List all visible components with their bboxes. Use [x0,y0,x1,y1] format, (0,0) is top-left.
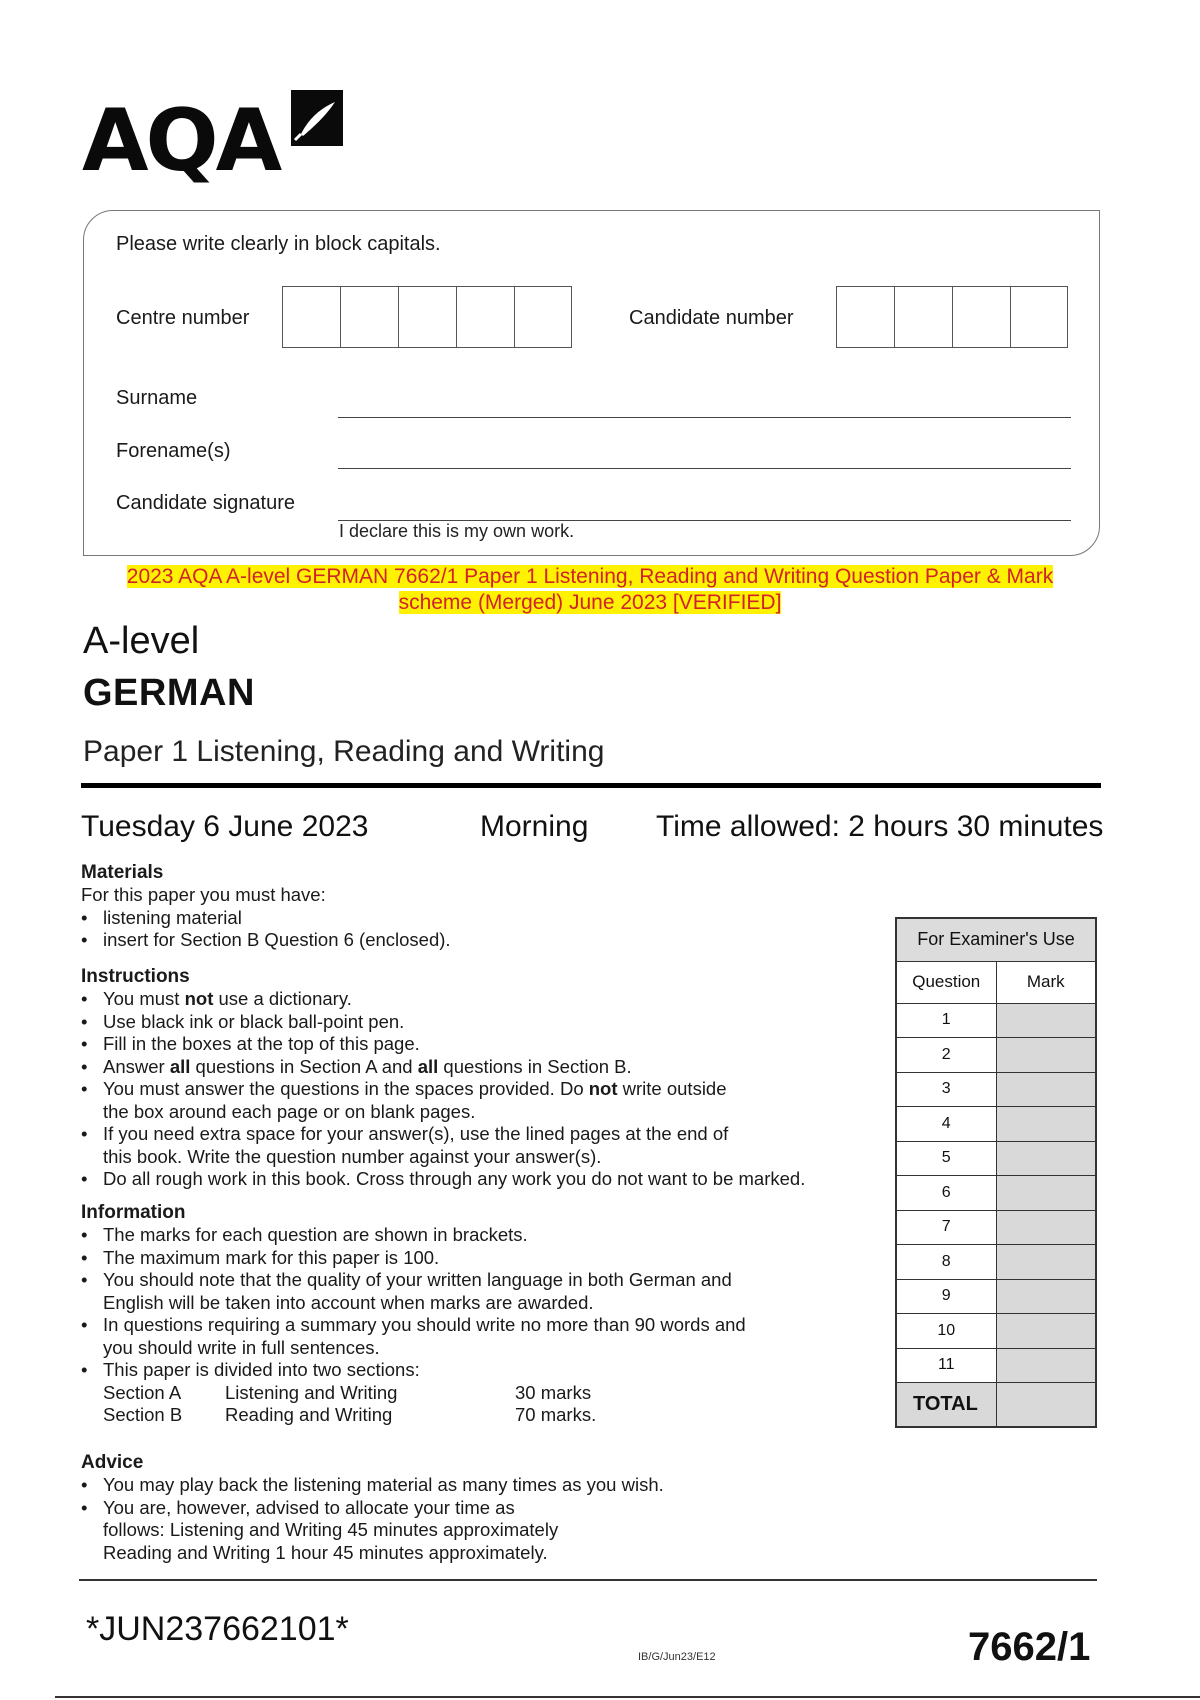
banner-line-1: 2023 AQA A-level GERMAN 7662/1 Paper 1 Listening, Reading and Writing Question Paper & Mark [126,565,1054,588]
materials-item: • insert for Section B Question 6 (enclosed). [81,929,881,952]
paper-title: Paper 1 Listening, Reading and Writing [83,735,605,768]
table-row: 6 [896,1176,1096,1211]
candidate-number-boxes[interactable] [836,286,1068,348]
examiner-table-title: For Examiner's Use [896,918,1096,961]
candidate-digit-box[interactable] [1011,287,1066,347]
aqa-leaf-icon [287,90,347,150]
forename-line[interactable] [338,468,1071,469]
mark-cell [996,1141,1096,1176]
table-row: 9 [896,1279,1096,1314]
table-row: 11 [896,1348,1096,1383]
instruction-continuation: this book. Write the question number against your answer(s). [103,1145,602,1167]
centre-digit-box[interactable] [283,287,341,347]
advice-item: • You are, however, advised to allocate your time as [81,1497,881,1520]
aqa-logo [82,90,352,191]
mark-cell [996,1072,1096,1107]
information-item: • The marks for each question are shown in brackets. [81,1224,881,1247]
table-row: 3 [896,1072,1096,1107]
examiner-use-table [895,917,1097,1428]
advice-item: • You may play back the listening material as many times as you wish. [81,1474,881,1497]
forename-label: Forename(s) [116,440,231,462]
section-row: Section A Listening and Writing 30 marks [103,1381,592,1403]
bottom-rule [55,1696,1200,1698]
title-divider [81,783,1101,788]
mark-cell [996,1348,1096,1383]
candidate-digit-box[interactable] [895,287,953,347]
instruction-item: • Fill in the boxes at the top of this page. [81,1033,881,1056]
instruction-item: • You must answer the questions in the spaces provided. Do not write outside [81,1078,881,1101]
centre-digit-box[interactable] [457,287,515,347]
declaration-text: I declare this is my own work. [339,521,575,541]
centre-digit-box[interactable] [399,287,457,347]
advice-heading: Advice [81,1452,144,1473]
table-row: 8 [896,1245,1096,1280]
advice-section [81,1452,881,1564]
centre-number-boxes[interactable] [282,286,572,348]
subject-title: GERMAN [83,672,255,714]
table-row: 2 [896,1038,1096,1073]
table-row: 5 [896,1141,1096,1176]
mark-cell [996,1038,1096,1073]
instruction-item: • Answer all questions in Section A and all questions in Section B. [81,1056,881,1079]
surname-label: Surname [116,387,198,409]
information-item: • The maximum mark for this paper is 100. [81,1247,881,1270]
banner-line-2: scheme (Merged) June 2023 [VERIFIED] [398,591,782,614]
candidate-details-box [83,210,1100,556]
mark-column-header: Mark [996,961,1096,1003]
surname-line[interactable] [338,417,1071,418]
table-row: 1 [896,1003,1096,1038]
candidate-digit-box[interactable] [953,287,1011,347]
candidate-digit-box[interactable] [837,287,895,347]
information-item: • In questions requiring a summary you should write no more than 90 words and [81,1314,881,1337]
mark-cell [996,1245,1096,1280]
information-section [81,1202,881,1427]
table-row: 4 [896,1107,1096,1142]
candidate-number-label: Candidate number [629,307,794,329]
mark-cell [996,1176,1096,1211]
mark-cell [996,1314,1096,1349]
barcode-text: *JUN237662101* [86,1610,349,1648]
mark-cell [996,1210,1096,1245]
paper-code: 7662/1 [968,1625,1091,1669]
exam-session: Morning [480,810,589,843]
information-item: • You should note that the quality of your written language in both German and [81,1269,881,1292]
advice-continuation: Reading and Writing 1 hour 45 minutes approximately. [103,1541,548,1563]
paper-reference: IB/G/Jun23/E12 [638,1651,716,1663]
information-item: • This paper is divided into two sections: [81,1359,881,1382]
materials-item: • listening material [81,907,881,930]
question-column-header: Question [896,961,996,1003]
instructions-section [81,966,881,1191]
advice-continuation: follows: Listening and Writing 45 minutes approximately [103,1519,559,1540]
information-continuation: you should write in full sentences. [103,1336,380,1358]
table-row: 10 [896,1314,1096,1349]
information-heading: Information [81,1202,186,1223]
time-allowed: Time allowed: 2 hours 30 minutes [656,810,1104,843]
section-row: Section B Reading and Writing 70 marks. [103,1404,597,1425]
instruction-item: • Do all rough work in this book. Cross through any work you do not want to be marked. [81,1168,881,1191]
logo-text: AQA [82,91,280,191]
mark-cell [996,1107,1096,1142]
exam-date: Tuesday 6 June 2023 [81,810,369,843]
highlighted-banner [90,564,1090,616]
total-label: TOTAL [896,1383,996,1427]
instructions-heading: Instructions [81,966,190,987]
block-capitals-instruction: Please write clearly in block capitals. [116,233,441,255]
table-row: 7 [896,1210,1096,1245]
materials-section [81,862,881,952]
instruction-item: • Use black ink or black ball-point pen. [81,1011,881,1034]
footer-divider [79,1579,1097,1581]
instruction-item: • If you need extra space for your answer(s), use the lined pages at the end of [81,1123,881,1146]
qualification-level: A-level [83,620,200,662]
total-mark-cell [996,1383,1096,1427]
centre-digit-box[interactable] [341,287,399,347]
materials-intro: For this paper you must have: [81,884,326,905]
mark-cell [996,1279,1096,1314]
materials-heading: Materials [81,862,164,883]
centre-number-label: Centre number [116,307,250,329]
information-continuation: English will be taken into account when marks are awarded. [103,1291,594,1313]
mark-cell [996,1003,1096,1038]
instruction-item: • You must not use a dictionary. [81,988,881,1011]
instruction-continuation: the box around each page or on blank pages. [103,1100,476,1122]
centre-digit-box[interactable] [515,287,570,347]
signature-label: Candidate signature [116,492,296,514]
